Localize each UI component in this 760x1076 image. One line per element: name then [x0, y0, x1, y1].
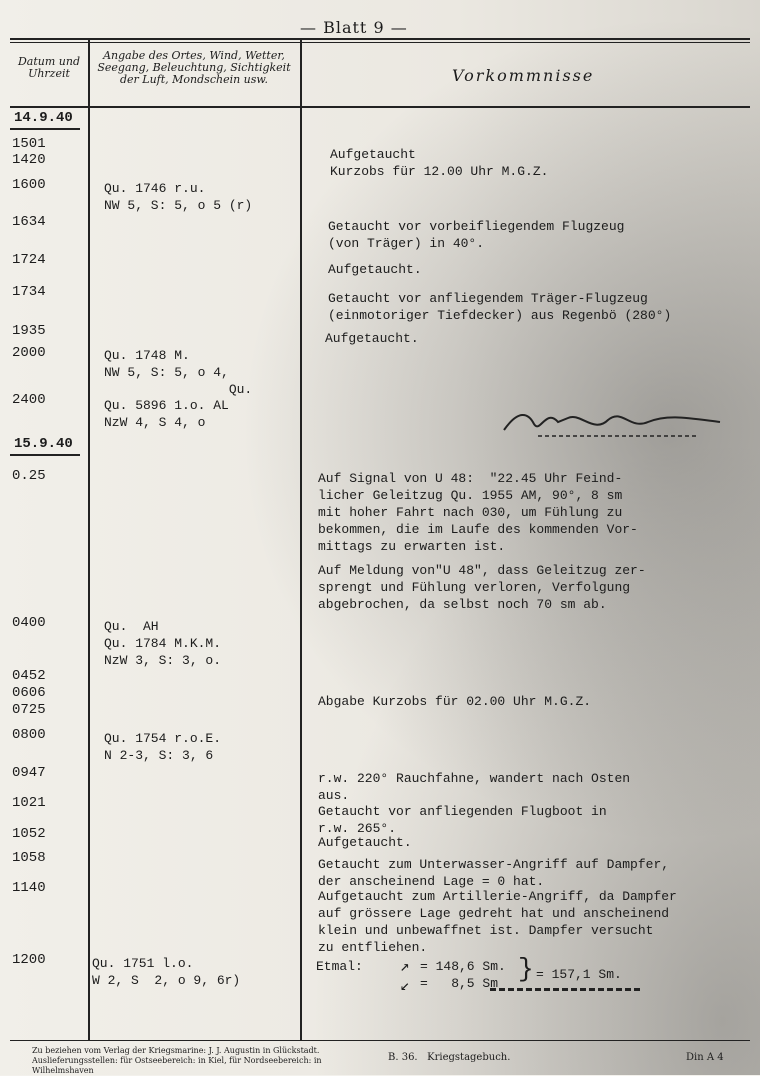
time-entry: 1501 — [12, 136, 46, 152]
event-entry: Aufgetaucht. — [325, 331, 419, 346]
time-entry: 0800 — [12, 727, 46, 743]
column-divider-1 — [88, 40, 90, 1040]
time-entry: 1420 — [12, 152, 46, 168]
event-entry: Getaucht vor anfliegenden Flugboot in r.w. 265°. — [318, 804, 607, 836]
time-entry: 0452 — [12, 668, 46, 684]
event-entry: Auf Meldung von"U 48", dass Geleitzug zer- sprengt und Fühlung verloren, Verfolgung abgebrochen, da selbst noch 70 sm ab. — [318, 563, 646, 612]
time-entry: 1935 — [12, 323, 46, 339]
event-entry: Getaucht vor vorbeifliegendem Flugzeug (von Träger) in 40°. — [328, 219, 625, 251]
etmal-total: = 157,1 Sm. — [536, 967, 622, 982]
event-entry: Abgabe Kurzobs für 02.00 Uhr M.G.Z. — [318, 694, 592, 709]
position-weather-entry: Qu. 1751 l.o. W 2, S 2, o 9, 6r) — [92, 956, 241, 988]
event-entry: r.w. 220° Rauchfahne, wandert nach Osten aus. — [318, 771, 631, 803]
brace-icon: } — [518, 954, 534, 984]
position-weather-entry: Qu. 1754 r.o.E. N 2-3, S: 3, 6 — [104, 731, 222, 763]
time-entry: 1734 — [12, 284, 46, 300]
footer-publisher: Zu beziehen vom Verlag der Kriegsmarine: J. J. Augustin in Glückstadt. Auslieferungsstellen: für Ostseebereich: in Kiel, für Nordseebereich: in Wilhelmshaven — [32, 1046, 322, 1075]
event-entry: Aufgetaucht Kurzobs für 12.00 Uhr M.G.Z. — [330, 147, 549, 179]
event-entry: Aufgetaucht. — [318, 835, 412, 850]
bottom-rule — [10, 1040, 750, 1041]
event-entry: Aufgetaucht. — [328, 262, 422, 277]
time-entry: 0606 — [12, 685, 46, 701]
event-entry: Getaucht zum Unterwasser-Angriff auf Dampfer, der anscheinend Lage = 0 hat. — [318, 857, 670, 889]
time-entry: 0725 — [12, 702, 46, 718]
header-rule — [10, 106, 750, 108]
time-entry: 1052 — [12, 826, 46, 842]
time-entry: 0947 — [12, 765, 46, 781]
footer-form-id: B. 36. Kriegstagebuch. — [388, 1052, 511, 1063]
top-rule-thin — [10, 42, 750, 43]
time-entry: 1021 — [12, 795, 46, 811]
sheet-title: — Blatt 9 — — [300, 18, 408, 37]
total-underline — [490, 988, 640, 993]
date-entry: 15.9.40 — [14, 436, 73, 452]
date-underline — [10, 128, 80, 130]
time-entry: 2000 — [12, 345, 46, 361]
event-entry: Getaucht vor anfliegendem Träger-Flugzeug (einmotoriger Tiefdecker) aus Regenbö (280°) — [328, 291, 672, 323]
header-date-time: Datum und Uhrzeit — [17, 55, 81, 80]
date-underline — [10, 454, 80, 456]
etmal-values: = 148,6 Sm. = 8,5 Sm — [420, 959, 506, 991]
time-entry: 1724 — [12, 252, 46, 268]
event-entry: Aufgetaucht zum Artillerie-Angriff, da Dampfer auf grössere Lage gedreht hat und anscheinend klein und unbewaffnet ist. Dampfer versucht zu entfliehen. — [318, 889, 677, 955]
footer-paper-size: Din A 4 — [686, 1052, 724, 1063]
time-entry: 2400 — [12, 392, 46, 408]
header-position-weather: Angabe des Ortes, Wind, Wetter, Seegang, Beleuchtung, Sichtigkeit der Luft, Mondschein usw. — [97, 49, 291, 86]
event-entry: Auf Signal von U 48: "22.45 Uhr Feind- licher Geleitzug Qu. 1955 AM, 90°, 8 sm mit hoher Fahrt nach 030, um Fühlung zu bekommen, die im Laufe des kommenden Vor- mittags zu erwarten ist. — [318, 471, 638, 554]
position-weather-entry: Qu. 1748 M. NW 5, S: 5, o 4, Qu. — [104, 348, 253, 397]
time-entry: 0.25 — [12, 468, 46, 484]
header-events: Vorkommnisse — [452, 66, 595, 85]
column-divider-2 — [300, 40, 302, 1040]
position-weather-entry: Qu. AH Qu. 1784 M.K.M. NzW 3, S: 3, o. — [104, 619, 222, 668]
date-entry: 14.9.40 — [14, 110, 73, 126]
time-entry: 1200 — [12, 952, 46, 968]
handwritten-signature — [498, 400, 728, 446]
time-entry: 1634 — [12, 214, 46, 230]
arrow-down-icon: ↙ — [400, 977, 410, 995]
time-entry: 0400 — [12, 615, 46, 631]
arrow-up-icon: ↗ — [400, 958, 410, 976]
time-entry: 1600 — [12, 177, 46, 193]
position-weather-entry: Qu. 5896 1.o. AL NzW 4, S 4, o — [104, 398, 229, 430]
top-rule — [10, 38, 750, 40]
time-entry: 1058 — [12, 850, 46, 866]
time-entry: 1140 — [12, 880, 46, 896]
position-weather-entry: Qu. 1746 r.u. NW 5, S: 5, o 5 (r) — [104, 181, 253, 213]
etmal-label: Etmal: — [316, 959, 363, 974]
